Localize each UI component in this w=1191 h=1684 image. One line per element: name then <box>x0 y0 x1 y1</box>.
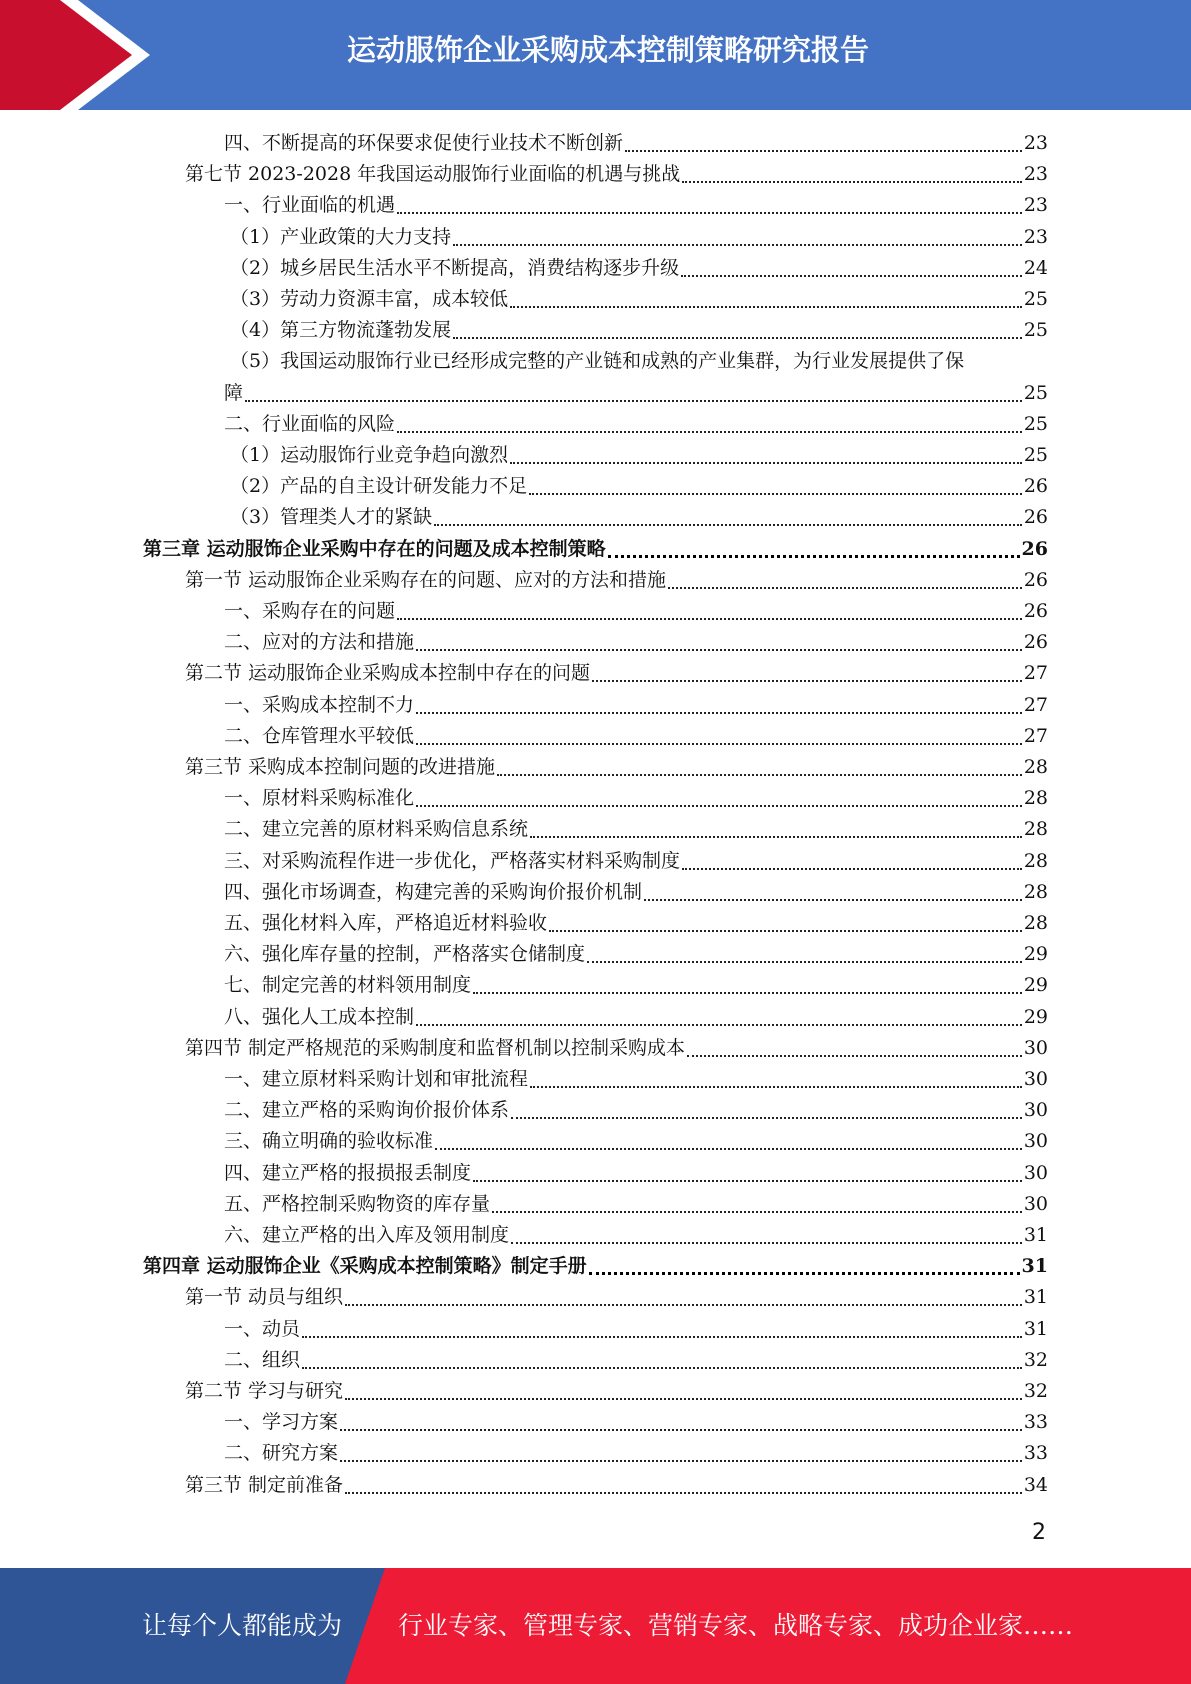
toc-entry-title: 第四章 运动服饰企业《采购成本控制策略》制定手册 <box>143 1255 587 1278</box>
toc-subsection-entry[interactable] <box>224 846 1048 877</box>
toc-dot-leader <box>644 899 1022 901</box>
toc-entry-page: 31 <box>1023 1286 1048 1309</box>
toc-subsection-entry[interactable] <box>224 1220 1048 1251</box>
toc-entry-page: 23 <box>1023 163 1048 186</box>
toc-dot-leader <box>397 431 1022 433</box>
toc-entry-page: 31 <box>1023 1317 1048 1340</box>
toc-entry-page: 28 <box>1023 849 1048 872</box>
toc-entry-page: 25 <box>1023 412 1048 435</box>
toc-entry-title: 四、建立严格的报损报丢制度 <box>224 1161 472 1184</box>
toc-entry-page: 32 <box>1023 1348 1048 1371</box>
toc-section-entry[interactable] <box>185 1033 1048 1064</box>
toc-entry-title: 一、行业面临的机遇 <box>224 194 396 217</box>
toc-dot-leader <box>682 181 1022 183</box>
toc-dot-leader <box>302 1336 1022 1338</box>
toc-entry-page: 29 <box>1023 974 1048 997</box>
toc-dot-leader <box>345 1492 1022 1494</box>
toc-entry-page: 25 <box>1023 319 1048 342</box>
toc-section-entry[interactable] <box>185 752 1048 783</box>
toc-entry-page: 29 <box>1023 1005 1048 1028</box>
toc-entry-page: 26 <box>1023 475 1048 498</box>
page-footer <box>0 1568 1191 1684</box>
toc-dot-leader <box>511 1242 1022 1244</box>
toc-dot-leader <box>340 1429 1022 1431</box>
toc-subsection-entry[interactable] <box>224 378 1048 409</box>
toc-entry-wrapped-line: （5）我国运动服饰行业已经形成完整的产业链和成熟的产业集群，为行业发展提供了保 <box>230 350 965 373</box>
toc-dot-leader <box>435 1148 1022 1150</box>
toc-dot-leader <box>345 1304 1022 1306</box>
toc-dot-leader <box>397 618 1022 620</box>
toc-entry-page: 27 <box>1023 724 1048 747</box>
toc-dot-leader <box>434 524 1022 526</box>
toc-entry-title: 障 <box>224 381 244 404</box>
toc-entry-title: 四、强化市场调查，构建完善的采购询价报价机制 <box>224 880 643 903</box>
toc-subsection-entry[interactable] <box>224 1158 1048 1189</box>
toc-dot-leader <box>687 1055 1022 1057</box>
toc-entry-title: 二、应对的方法和措施 <box>224 631 415 654</box>
page-header <box>0 0 1191 110</box>
toc-entry-title: 二、建立严格的采购询价报价体系 <box>224 1099 510 1122</box>
toc-entry-title: 二、建立完善的原材料采购信息系统 <box>224 818 529 841</box>
toc-entry-title: （3）管理类人才的紧缺 <box>230 506 433 529</box>
toc-subsection-entry[interactable] <box>224 1126 1048 1157</box>
toc-entry-page: 30 <box>1023 1068 1048 1090</box>
toc-subsection-entry[interactable] <box>224 409 1048 440</box>
toc-subsection-entry[interactable] <box>224 939 1048 970</box>
toc-entry-title: （2）产品的自主设计研发能力不足 <box>230 475 528 498</box>
toc-subsection-entry[interactable] <box>224 814 1048 845</box>
toc-dot-leader <box>530 1086 1022 1088</box>
toc-entry-page: 26 <box>1023 600 1048 622</box>
toc-entry-title: 一、动员 <box>224 1317 301 1340</box>
toc-entry-page: 30 <box>1023 1036 1048 1059</box>
toc-entry-page: 25 <box>1023 381 1048 404</box>
toc-dot-leader <box>473 1180 1022 1182</box>
toc-entry-page: 23 <box>1023 225 1048 248</box>
toc-subsection-entry[interactable] <box>230 471 1048 502</box>
toc-entry-page: 29 <box>1023 943 1048 966</box>
toc-entry-page: 33 <box>1023 1411 1048 1434</box>
toc-entry-title: 五、强化材料入库，严格追近材料验收 <box>224 912 548 934</box>
toc-subsection-entry[interactable] <box>224 627 1048 658</box>
toc-entry-page: 23 <box>1023 132 1048 154</box>
toc-entry-title: （3）劳动力资源丰富，成本较低 <box>230 288 509 310</box>
toc-entry-title: 三、对采购流程作进一步优化，严格落实材料采购制度 <box>224 849 681 872</box>
toc-entry-page: 31 <box>1021 1255 1048 1278</box>
toc-entry-title: 一、学习方案 <box>224 1411 339 1434</box>
toc-entry-page: 33 <box>1023 1442 1048 1465</box>
toc-entry-title: 第二节 运动服饰企业采购成本控制中存在的问题 <box>185 662 591 685</box>
toc-subsection-entry[interactable] <box>224 1314 1048 1345</box>
toc-entry-page: 27 <box>1023 693 1048 716</box>
toc-entry-page: 27 <box>1023 662 1048 685</box>
toc-chapter-entry[interactable] <box>143 534 1048 565</box>
toc-dot-leader <box>416 743 1022 745</box>
toc-dot-leader <box>530 836 1022 838</box>
toc-dot-leader <box>453 244 1022 246</box>
toc-dot-leader <box>592 680 1022 682</box>
toc-subsection-entry[interactable] <box>230 315 1048 346</box>
toc-subsection-entry[interactable] <box>224 1002 1048 1033</box>
toc-dot-leader <box>589 1272 1020 1275</box>
toc-dot-leader <box>302 1367 1022 1369</box>
toc-subsection-entry[interactable] <box>224 908 1048 939</box>
toc-entry-title: （2）城乡居民生活水平不断提高，消费结构逐步升级 <box>230 256 680 279</box>
toc-subsection-entry[interactable] <box>224 1064 1048 1095</box>
toc-dot-leader <box>625 150 1022 152</box>
toc-entry-title: （4）第三方物流蓬勃发展 <box>230 319 452 342</box>
toc-entry-title: 四、不断提高的环保要求促使行业技术不断创新 <box>224 132 624 154</box>
toc-section-entry[interactable] <box>185 1376 1048 1407</box>
toc-subsection-entry[interactable] <box>224 596 1048 627</box>
toc-dot-leader <box>681 275 1022 277</box>
toc-subsection-entry[interactable] <box>224 190 1048 221</box>
toc-entry-page: 28 <box>1023 787 1048 810</box>
toc-entry-page: 24 <box>1023 256 1048 279</box>
toc-dot-leader <box>416 1024 1022 1026</box>
toc-entry-title: 五、严格控制采购物资的库存量 <box>224 1192 491 1215</box>
toc-subsection-entry[interactable] <box>224 721 1048 752</box>
toc-entry-title: 第二节 学习与研究 <box>185 1380 344 1402</box>
toc-dot-leader <box>453 337 1022 339</box>
toc-dot-leader <box>340 1460 1022 1462</box>
toc-dot-leader <box>397 212 1022 214</box>
toc-entry-page: 26 <box>1021 537 1048 560</box>
toc-entry-page: 30 <box>1023 1161 1048 1184</box>
toc-entry-page: 28 <box>1023 818 1048 841</box>
toc-dot-leader <box>511 1117 1022 1119</box>
toc-dot-leader <box>549 930 1022 932</box>
toc-entry-page: 26 <box>1023 631 1048 654</box>
page-number: 2 <box>1032 1520 1046 1545</box>
toc-entry-title: （1）运动服饰行业竞争趋向激烈 <box>230 444 509 466</box>
toc-entry-title: 第一节 运动服饰企业采购存在的问题、应对的方法和措施 <box>185 568 667 591</box>
toc-dot-leader <box>473 992 1022 994</box>
toc-section-entry[interactable] <box>185 1282 1048 1313</box>
toc-entry-title: 三、确立明确的验收标准 <box>224 1130 434 1153</box>
toc-entry-title: 一、采购成本控制不力 <box>224 693 415 716</box>
toc-dot-leader <box>492 1211 1022 1213</box>
toc-entry-title: 一、原材料采购标准化 <box>224 787 415 810</box>
toc-entry-title: 第三节 采购成本控制问题的改进措施 <box>185 756 496 778</box>
toc-dot-leader <box>416 649 1022 651</box>
toc-entry-title: 二、行业面临的风险 <box>224 412 396 435</box>
footer-slogan-left: 让每个人都能成为 <box>142 1611 343 1640</box>
toc-dot-leader <box>416 805 1022 807</box>
toc-entry-title: 第七节 2023-2028 年我国运动服饰行业面临的机遇与挑战 <box>185 163 681 186</box>
toc-dot-leader <box>608 555 1020 558</box>
toc-entry-title: 一、采购存在的问题 <box>224 600 396 622</box>
toc-subsection-entry[interactable] <box>224 783 1048 814</box>
toc-entry-page: 32 <box>1023 1380 1048 1402</box>
toc-dot-leader <box>668 587 1022 589</box>
toc-dot-leader <box>587 961 1022 963</box>
toc-subsection-entry[interactable] <box>230 222 1048 253</box>
toc-entry-title: 二、研究方案 <box>224 1442 339 1465</box>
toc-entry-title: 八、强化人工成本控制 <box>224 1005 415 1028</box>
report-title: 运动服饰企业采购成本控制策略研究报告 <box>346 33 869 67</box>
toc-dot-leader <box>345 1398 1022 1400</box>
toc-entry-title: 二、组织 <box>224 1348 301 1371</box>
toc-entry-page: 28 <box>1023 756 1048 778</box>
toc-subsection-entry[interactable] <box>224 1438 1048 1469</box>
toc-entry-page: 30 <box>1023 1099 1048 1122</box>
toc-subsection-entry[interactable] <box>230 253 1048 284</box>
toc-dot-leader <box>245 400 1022 402</box>
toc-dot-leader <box>416 712 1022 714</box>
toc-entry-page: 31 <box>1023 1224 1048 1246</box>
toc-dot-leader <box>510 306 1022 308</box>
toc-subsection-entry[interactable] <box>224 1095 1048 1126</box>
toc-entry-title: 二、仓库管理水平较低 <box>224 724 415 747</box>
toc-entry-page: 30 <box>1023 1130 1048 1153</box>
toc-subsection-entry[interactable] <box>224 1407 1048 1438</box>
toc-subsection-entry[interactable] <box>224 128 1048 159</box>
toc-entry-title: 第三章 运动服饰企业采购中存在的问题及成本控制策略 <box>143 537 606 560</box>
toc-entry-page: 28 <box>1023 880 1048 903</box>
toc-subsection-entry[interactable] <box>224 970 1048 1001</box>
toc-dot-leader <box>529 493 1022 495</box>
toc-subsection-entry[interactable] <box>230 502 1048 533</box>
toc-chapter-entry[interactable] <box>143 1251 1048 1282</box>
toc-subsection-entry[interactable] <box>224 877 1048 908</box>
toc-entry-page: 34 <box>1023 1473 1048 1496</box>
toc-entry-page: 26 <box>1023 568 1048 591</box>
toc-entry-title: 一、建立原材料采购计划和审批流程 <box>224 1068 529 1090</box>
toc-entry-page: 25 <box>1023 444 1048 466</box>
toc-entry-page: 30 <box>1023 1192 1048 1215</box>
toc-dot-leader <box>497 774 1022 776</box>
toc-section-entry[interactable] <box>185 565 1048 596</box>
toc-entry-title: 第一节 动员与组织 <box>185 1286 344 1309</box>
toc-entry-page: 25 <box>1023 288 1048 310</box>
toc-subsection-entry[interactable] <box>224 1345 1048 1376</box>
toc-dot-leader <box>510 462 1022 464</box>
toc-entry-page: 28 <box>1023 912 1048 934</box>
toc-entry-page: 23 <box>1023 194 1048 217</box>
toc-entry-title: 七、制定完善的材料领用制度 <box>224 974 472 997</box>
toc-section-entry[interactable] <box>185 658 1048 689</box>
toc-subsection-entry[interactable] <box>230 440 1048 471</box>
toc-subsection-entry[interactable] <box>224 690 1048 721</box>
toc-section-entry[interactable] <box>185 159 1048 190</box>
toc-entry-title: 六、建立严格的出入库及领用制度 <box>224 1224 510 1246</box>
footer-slogan-right: 行业专家、管理专家、营销专家、战略专家、成功企业家…… <box>398 1611 1074 1640</box>
toc-subsection-entry[interactable] <box>224 1189 1048 1220</box>
toc-entry-page: 26 <box>1023 506 1048 529</box>
toc-entry-title: 第四节 制定严格规范的采购制度和监督机制以控制采购成本 <box>185 1036 686 1059</box>
toc-entry-title: 第三节 制定前准备 <box>185 1473 344 1496</box>
toc-section-entry[interactable] <box>185 1470 1048 1501</box>
toc-subsection-entry[interactable] <box>230 284 1048 315</box>
toc-dot-leader <box>682 868 1022 870</box>
toc-entry-title: 六、强化库存量的控制，严格落实仓储制度 <box>224 943 586 966</box>
toc-entry-title: （1）产业政策的大力支持 <box>230 225 452 248</box>
